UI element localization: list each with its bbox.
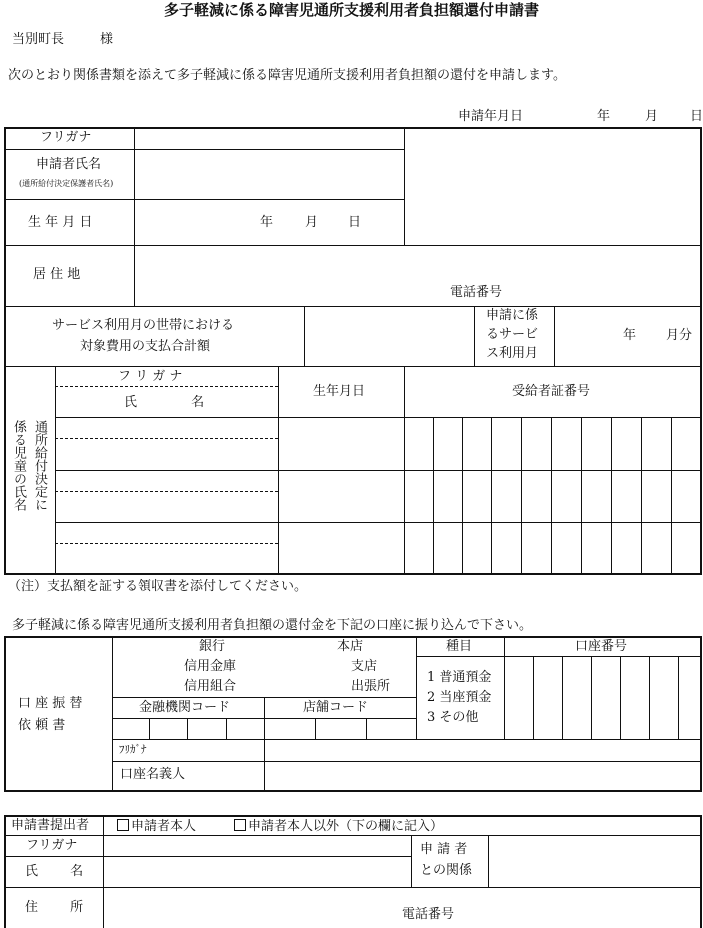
submitter-name-label: 氏 名 bbox=[25, 864, 84, 879]
page-title: 多子軽減に係る障害児通所支援利用者負担額還付申請書 bbox=[163, 1, 539, 19]
furigana-label: フリガナ bbox=[40, 130, 92, 145]
submitter-label: 申請書提出者 bbox=[11, 818, 90, 833]
submitter-address-field[interactable] bbox=[104, 888, 702, 928]
applicant-name-label: 申請者氏名 bbox=[36, 157, 102, 172]
furigana-field[interactable] bbox=[134, 127, 404, 149]
checkbox-self[interactable] bbox=[117, 819, 129, 831]
date-label: 申請年月日 bbox=[458, 109, 524, 124]
child-3-birth-field[interactable] bbox=[279, 523, 404, 574]
submitter-option-other-label: 申請者本人以外（下の欄に記入） bbox=[248, 819, 444, 834]
cost-field[interactable] bbox=[304, 306, 474, 366]
date-year: 年 bbox=[597, 109, 611, 124]
cost-label-line2: 対象費用の支払合計額 bbox=[80, 339, 211, 354]
address-label: 居 住 地 bbox=[33, 267, 81, 282]
children-label-col2: 係る児童の氏名 bbox=[11, 420, 26, 511]
bank-label: 銀行 bbox=[199, 639, 226, 654]
children-furigana-header: フ リ ガ ナ bbox=[118, 369, 183, 384]
sub-branch-label: 出張所 bbox=[351, 679, 391, 694]
type-header: 種目 bbox=[446, 639, 473, 654]
submitter-option-self[interactable] bbox=[117, 819, 196, 833]
children-birth-header: 生年月日 bbox=[313, 384, 366, 399]
relation-label-l2: との関係 bbox=[420, 863, 473, 878]
phone-label: 電話番号 bbox=[450, 285, 503, 300]
child-3-name-field[interactable] bbox=[56, 523, 278, 574]
head-office-label: 本店 bbox=[337, 639, 364, 654]
relation-label-l1: 申 請 者 bbox=[420, 842, 468, 857]
child-1-birth-field[interactable] bbox=[279, 418, 404, 470]
holder-furigana-field[interactable] bbox=[265, 740, 702, 761]
submitter-furigana-field[interactable] bbox=[104, 836, 411, 856]
honorific: 様 bbox=[100, 32, 114, 47]
children-label-col1: 通所給付決定に bbox=[32, 420, 47, 511]
credit-union-label: 信用組合 bbox=[184, 679, 237, 694]
service-month-l1: 申請に係 bbox=[486, 308, 539, 323]
date-day: 日 bbox=[690, 109, 703, 124]
child-2-birth-field[interactable] bbox=[279, 471, 404, 522]
submitter-address-label: 住 所 bbox=[25, 900, 84, 915]
intro-text: 次のとおり関係書類を添えて多子軽減に係る障害児通所支援利用者負担額の還付を申請します。 bbox=[8, 68, 566, 83]
type-1[interactable]: 1 普通預金 bbox=[427, 670, 492, 685]
transfer-intro: 多子軽減に係る障害児通所支援利用者負担額の還付金を下記の口座に振り込んで下さい。 bbox=[12, 618, 533, 633]
relation-field[interactable] bbox=[489, 836, 702, 887]
bank-name-field[interactable] bbox=[113, 637, 416, 697]
submitter-option-self-label: 申請者本人 bbox=[131, 819, 197, 834]
address-field[interactable] bbox=[134, 245, 702, 306]
inst-code-label: 金融機関コード bbox=[139, 700, 231, 715]
branch-code-field[interactable] bbox=[265, 719, 416, 739]
date-month: 月 bbox=[645, 109, 659, 124]
checkbox-other[interactable] bbox=[234, 819, 246, 831]
birth-label: 生 年 月 日 bbox=[28, 215, 93, 230]
submitter-name-field[interactable] bbox=[104, 857, 411, 887]
account-header: 口座番号 bbox=[575, 639, 628, 654]
child-2-name-field[interactable] bbox=[56, 471, 278, 522]
inst-code-field[interactable] bbox=[113, 719, 264, 739]
type-2[interactable]: 2 当座預金 bbox=[427, 690, 492, 705]
transfer-label-line1: 口 座 振 替 bbox=[18, 696, 83, 711]
type-3[interactable]: 3 その他 bbox=[427, 710, 479, 725]
birth-field[interactable] bbox=[134, 199, 404, 245]
credit-bank-label: 信用金庫 bbox=[184, 659, 237, 674]
holder-furigana-label: ﾌﾘｶﾞﾅ bbox=[119, 743, 147, 756]
addressee: 当別町長 bbox=[12, 32, 65, 47]
child-1-name-field[interactable] bbox=[56, 418, 278, 470]
service-month-l2: るサービ bbox=[486, 327, 539, 342]
submitter-furigana-label: フリガナ bbox=[26, 838, 78, 853]
holder-label: 口座名義人 bbox=[120, 767, 186, 782]
holder-field[interactable] bbox=[265, 762, 702, 791]
account-number-field[interactable] bbox=[505, 657, 702, 739]
submitter-phone-label: 電話番号 bbox=[402, 907, 455, 922]
service-month-l3: ス利用月 bbox=[486, 346, 539, 361]
applicant-name-field[interactable] bbox=[134, 149, 404, 199]
service-month: 月分 bbox=[666, 328, 693, 343]
submitter-option-other[interactable] bbox=[234, 819, 443, 833]
birth-month: 月 bbox=[305, 215, 319, 230]
children-name-header: 氏 名 bbox=[124, 395, 205, 410]
birth-day: 日 bbox=[348, 215, 362, 230]
service-month-field[interactable] bbox=[554, 306, 702, 366]
transfer-label-line2: 依 頼 書 bbox=[18, 718, 66, 733]
children-cert-header: 受給者証番号 bbox=[512, 384, 591, 399]
branch-label: 支店 bbox=[351, 659, 378, 674]
service-year: 年 bbox=[623, 328, 637, 343]
applicant-name-sub: (通所給付決定保護者氏名) bbox=[19, 179, 114, 188]
branch-code-label: 店舗コード bbox=[303, 700, 369, 715]
birth-year: 年 bbox=[260, 215, 274, 230]
cost-label-line1: サービス利用月の世帯における bbox=[52, 318, 235, 333]
note-text: （注）支払額を証する領収書を添付してください。 bbox=[8, 579, 308, 594]
